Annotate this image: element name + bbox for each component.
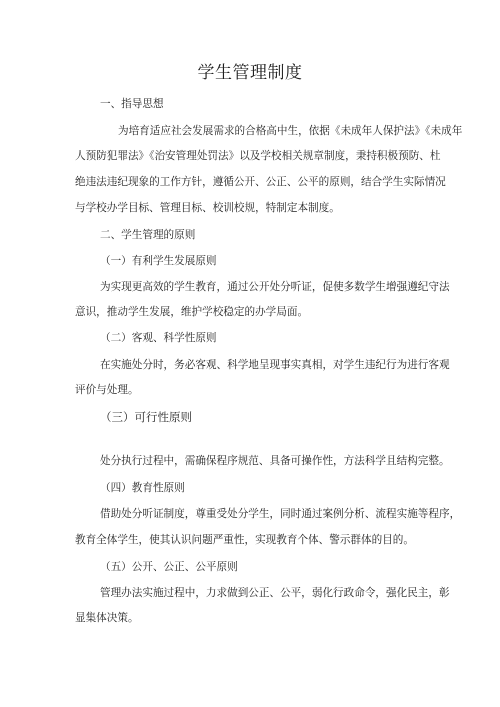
paragraph-line: 意识，推动学生发展，维护学校稳定的办学局面。 [75,306,309,318]
subsection-heading-development: （一）有利学生发展原则 [100,255,217,267]
paragraph-line: 绝违法违纪现象的工作方针，遵循公开、公正、公平的原则，结合学生实际情况 [75,176,446,188]
paragraph-line: 为培育适应社会发展需求的合格高中生，依据《未成年人保护法》《未成年 [118,125,463,137]
paragraph-line: 评价与处理。 [75,384,139,396]
paragraph-line: 借助处分听证制度，尊重受处分学生，同时通过案例分析、流程实施等程序， [100,508,461,520]
subsection-heading-feasibility: （三）可行性原则 [100,410,192,424]
paragraph-line: 处分执行过程中，需确保程序规范、具备可操作性，方法科学且结构完整。 [100,455,450,467]
paragraph-line: 显集体决策。 [75,612,139,624]
paragraph-line: 管理办法实施过程中，力求做到公正、公平，弱化行政命令，强化民主，彰 [100,587,450,599]
paragraph-line: 在实施处分时，务必客观、科学地呈现事实真相，对学生违纪行为进行客观 [100,359,450,371]
page-title: 学生管理制度 [197,63,303,83]
paragraph-line: 为实现更高效的学生教育，通过公开处分听证，促使多数学生增强遵纪守法 [100,281,450,293]
subsection-heading-fairness: （五）公开、公正、公平原则 [100,561,238,573]
section-heading-principles: 二、学生管理的原则 [100,229,196,241]
paragraph-line: 与学校办学目标、管理目标、校训校规，特制定本制度。 [75,202,340,214]
subsection-heading-objective: （二）客观、科学性原则 [100,332,217,344]
paragraph-line: 教育全体学生，使其认识问题严重性，实现教育个体、警示群体的目的。 [75,534,414,546]
paragraph-line: 人预防犯罪法》《治安管理处罚法》以及学校相关规章制度，秉持积极预防、杜 [75,150,441,162]
subsection-heading-educational: （四）教育性原则 [100,482,185,494]
section-heading-guiding-ideology: 一、指导思想 [100,98,164,110]
